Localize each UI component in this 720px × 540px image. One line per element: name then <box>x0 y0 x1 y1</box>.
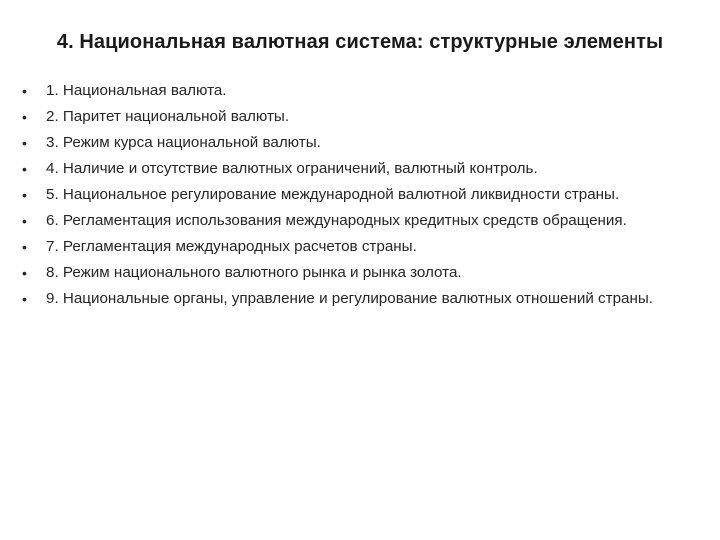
list-item-text: 2. Паритет национальной валюты. <box>46 108 290 125</box>
list-item-text: 1. Национальная валюта. <box>46 82 227 99</box>
element-list <box>22 80 712 314</box>
list-item <box>22 236 712 258</box>
list-item-text: 7. Регламентация международных расчетов страны. <box>46 238 417 255</box>
bullet-icon: • <box>22 135 27 151</box>
bullet-icon: • <box>22 239 27 255</box>
bullet-icon: • <box>22 187 27 203</box>
list-item-text: 9. Национальные органы, управление и регулирование валютных отношений страны. <box>46 290 653 307</box>
list-item <box>22 132 712 154</box>
bullet-icon: • <box>22 109 27 125</box>
bullet-icon: • <box>22 291 27 307</box>
list-item <box>22 288 712 310</box>
list-item <box>22 106 712 128</box>
list-item <box>22 262 712 284</box>
bullet-icon: • <box>22 161 27 177</box>
list-item-text: 6. Регламентация использования международных кредитных средств обращения. <box>46 212 627 229</box>
list-item-text: 3. Режим курса национальной валюты. <box>46 134 321 151</box>
list-item <box>22 210 712 232</box>
slide-title: 4. Национальная валютная система: структурные элементы <box>56 31 664 53</box>
list-item-text: 5. Национальное регулирование международной валютной ликвидности страны. <box>46 186 620 203</box>
list-item <box>22 80 712 102</box>
bullet-icon: • <box>22 213 27 229</box>
bullet-icon: • <box>22 83 27 99</box>
list-item-text: 4. Наличие и отсутствие валютных ограничений, валютный контроль. <box>46 160 538 177</box>
list-item <box>22 184 712 206</box>
list-item-text: 8. Режим национального валютного рынка и рынка золота. <box>46 264 462 281</box>
bullet-icon: • <box>22 265 27 281</box>
list-item <box>22 158 712 180</box>
